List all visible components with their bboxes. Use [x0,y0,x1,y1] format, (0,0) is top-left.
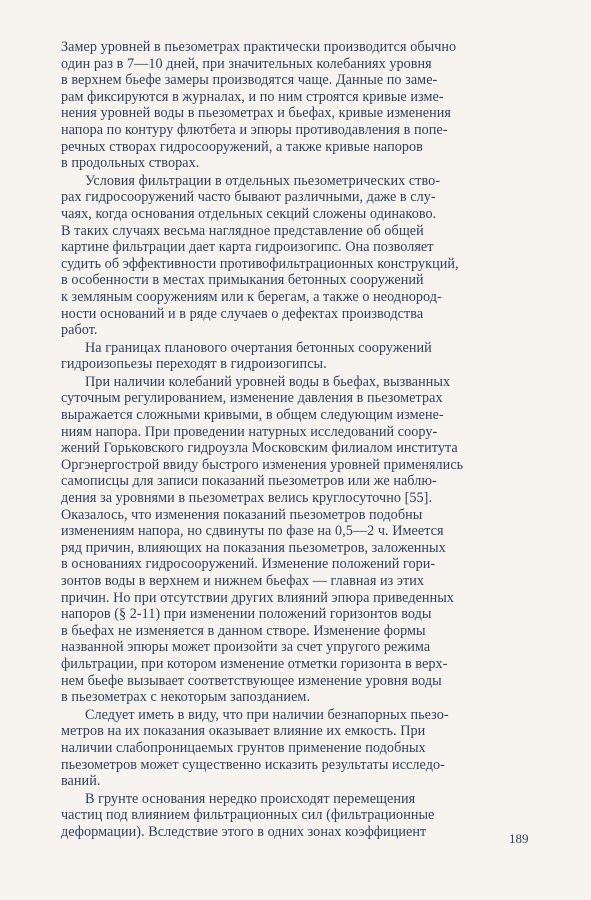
text-line: в особенности в местах примыкания бетонных сооружений [61,272,424,289]
text-line: частиц под влиянием фильтрационных сил (фильтрационные [61,807,435,824]
paragraph-4 [61,374,531,706]
text-line: судить об эффективности противофильтрационных конструкций, [61,255,459,272]
text-line: зонтов воды в верхнем и нижнем бьефах — главная из этих [61,573,425,589]
text-line: ниям напора. При проведении натурных исследований соору- [61,423,438,440]
text-line: чаях, когда основания отдельных секций сложены одинаково. [61,205,437,222]
paragraph-1 [61,39,531,172]
text-line: картине фильтрации дает карта гидроизогипс. Она позволяет [61,239,434,256]
text-line: При наличии колебаний уровней воды в бьефах, вызванных [85,373,451,390]
text-line: названной эпюры может произойти за счет упругого режима [61,639,431,656]
text-line: выражается сложными кривыми, в общем следующим измене- [61,407,444,424]
text-line: В таких случаях весьма наглядное представление об общей [61,222,424,239]
text-line: Оказалось, что изменения показаний пьезометров подобны [61,506,423,523]
text-line: ваний. [61,773,101,790]
text-line: Оргэнергострой ввиду быстрого изменения уровней применялись [61,456,464,473]
text-line: суточным регулированием, изменение давления в пьезометрах [61,390,443,407]
text-line: жений Горьковского гидроузла Московским филиалом института [61,440,458,457]
text-line: в бьефах не изменяется в данном створе. Изменение формы [61,622,426,639]
text-line: речных створах гидросооружений, а также кривые напоров [61,138,423,155]
text-line: в верхнем бьефе замеры производятся чаще. Данные по заме- [61,72,438,89]
text-line: Следует иметь в виду, что при наличии безнапорных пьезо- [85,706,449,723]
text-line: ности оснований и в ряде случаев о дефектах производства [61,305,424,322]
text-line: один раз в 7—10 дней, при значительных колебаниях уровня [61,55,432,72]
text-line: в пьезометрах с некоторым запозданием. [61,689,311,706]
text-line: пьезометров может существенно исказить результаты исследо- [61,756,445,773]
text-line: нения уровней воды в пьезометрах и бьефах, кривые изменения [61,105,451,122]
text-line: в продольных створах. [61,155,200,172]
page-number: 189 [509,831,529,846]
text-line: гидроизопьезы переходят в гидроизогипсы. [61,356,327,373]
text-line: нем бьефе вызывает соответствующее изменение уровня воды [61,672,442,689]
text-line: в основаниях гидросооружений. Изменение положений гори- [61,556,436,573]
text-line: работ. [61,322,98,339]
text-line: В грунте основания нередко происходят перемещения [85,790,416,807]
text-line: напоров (§ 2-11) при изменении положений горизонтов воды [61,606,432,623]
text-line: к земляным сооружениям или к берегам, а также о неоднород- [61,288,442,305]
text-line: Замер уровней в пьезометрах практически производится обычно [61,39,457,55]
text-line: На границах планового очертания бетонных сооружений [85,339,432,356]
text-line: деформации). Вследствие этого в одних зонах коэффициент [61,823,427,840]
body-text [61,39,531,842]
text-line: метров на их показания оказывает влияние их емкость. При [61,723,426,740]
text-line: дения за уровнями в пьезометрах велись круглосуточно [55]. [61,490,433,507]
text-line: Условия фильтрации в отдельных пьезометрических ство- [85,172,441,189]
text-line: наличии слабопроницаемых грунтов применение подобных [61,739,426,756]
text-line: фильтрации, при котором изменение отметки горизонта в верх- [61,655,448,672]
paragraph-2 [61,173,531,339]
text-line: рах гидросооружений часто бывают различными, даже в слу- [61,189,436,206]
text-line: рам фиксируются в журналах, и по ним строятся кривые измe- [61,88,444,105]
text-line: самописцы для записи показаний пьезометров или же наблю- [61,473,437,490]
paragraph-5 [61,707,531,790]
text-line: напора по контуру флютбета и эпюры противодавления в попе- [61,121,448,138]
text-line: изменениям напора, но сдвинуты по фазе на 0,5—2 ч. Имеется [61,523,444,540]
paragraph-3 [61,340,531,373]
text-line: причин. Но при отсутствии других влияний эпюра приведенных [61,589,454,606]
paragraph-6 [61,791,531,841]
text-line: ряд причин, влияющих на показания пьезометров, заложенных [61,539,446,556]
